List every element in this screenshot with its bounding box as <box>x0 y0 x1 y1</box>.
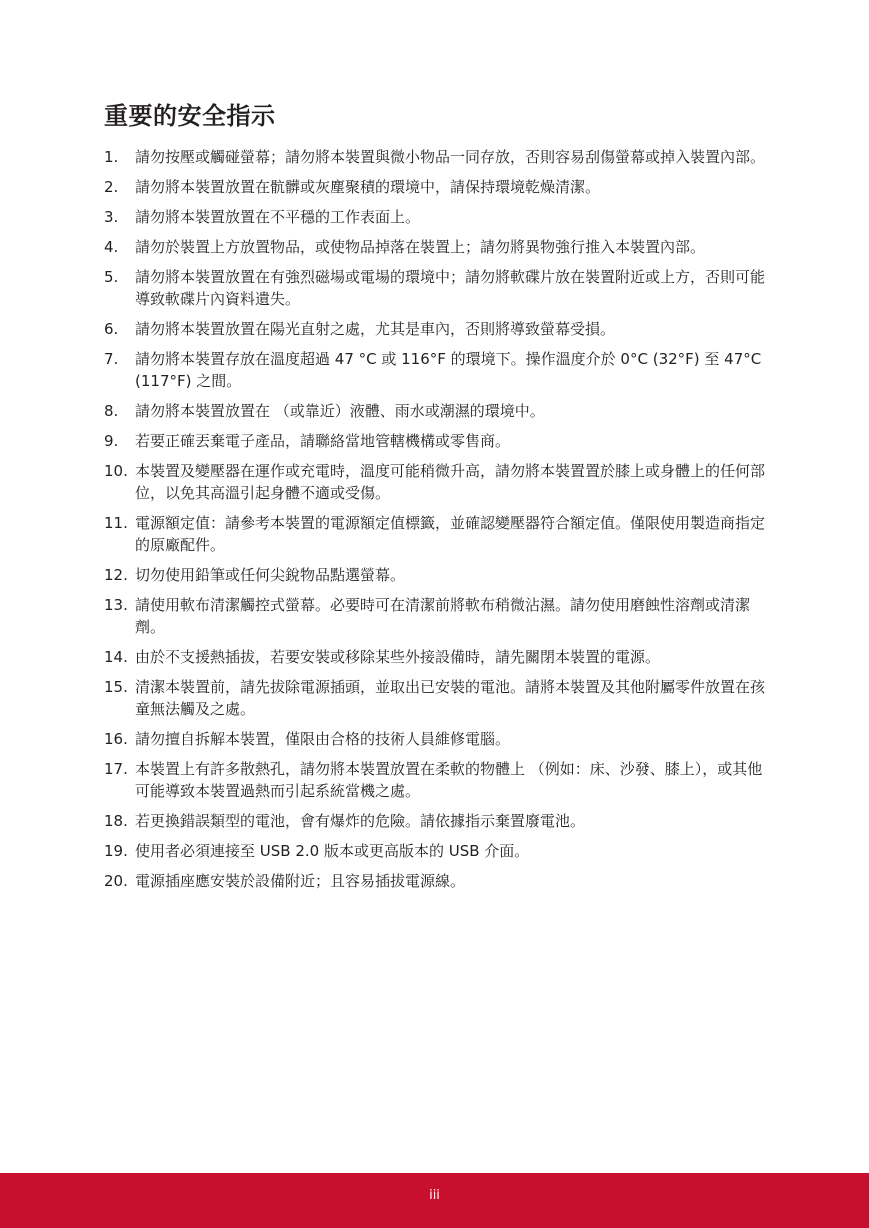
item-text: 請勿將本裝置存放在溫度超過 47 °C 或 116°F 的環境下。操作溫度介於 0°C (32°F) 至 47°C (117°F) 之間。 <box>135 350 762 390</box>
list-item <box>104 460 768 504</box>
item-text: 請勿擅自拆解本裝置，僅限由合格的技術人員維修電腦。 <box>135 730 511 748</box>
item-text: 本裝置及變壓器在運作或充電時，溫度可能稍微升高，請勿將本裝置置於膝上或身體上的任何部位，以免其高溫引起身體不適或受傷。 <box>135 462 766 502</box>
item-number: 7. <box>104 350 119 368</box>
list-item <box>104 594 768 638</box>
list-item <box>104 728 768 750</box>
item-text: 請勿按壓或觸碰螢幕；請勿將本裝置與微小物品一同存放，否則容易刮傷螢幕或掉入裝置內部。 <box>135 148 766 166</box>
item-text: 清潔本裝置前，請先拔除電源插頭，並取出已安裝的電池。請將本裝置及其他附屬零件放置在孩童無法觸及之處。 <box>135 678 766 718</box>
item-text: 電源插座應安裝於設備附近；且容易插拔電源線。 <box>135 872 466 890</box>
page-title: 重要的安全指示 <box>104 102 276 130</box>
item-text: 電源額定值：請參考本裝置的電源額定值標籤，並確認變壓器符合額定值。僅限使用製造商指定的原廠配件。 <box>135 514 766 554</box>
list-item <box>104 564 768 586</box>
item-number: 18. <box>104 812 128 830</box>
item-text: 請勿將本裝置放置在 （或靠近）液體、雨水或潮濕的環境中。 <box>135 402 545 420</box>
item-number: 3. <box>104 208 119 226</box>
list-item <box>104 266 768 310</box>
list-item <box>104 758 768 802</box>
list-item <box>104 400 768 422</box>
item-text: 本裝置上有許多散熱孔，請勿將本裝置放置在柔軟的物體上 （例如：床、沙發、膝上），或其他可能導致本裝置過熱而引起系統當機之處。 <box>135 760 763 800</box>
item-number: 13. <box>104 596 128 614</box>
item-text: 使用者必須連接至 USB 2.0 版本或更高版本的 USB 介面。 <box>135 842 530 860</box>
item-number: 17. <box>104 760 128 778</box>
list-item <box>104 870 768 892</box>
item-text: 請勿將本裝置放置在骯髒或灰塵聚積的環境中，請保持環境乾燥清潔。 <box>135 178 601 196</box>
item-number: 11. <box>104 514 128 532</box>
item-text: 請勿於裝置上方放置物品，或使物品掉落在裝置上；請勿將異物強行推入本裝置內部。 <box>135 238 706 256</box>
item-number: 8. <box>104 402 119 420</box>
safety-instructions-list <box>104 146 768 900</box>
item-number: 9. <box>104 432 119 450</box>
item-text: 請勿將本裝置放置在陽光直射之處，尤其是車內，否則將導致螢幕受損。 <box>135 320 616 338</box>
item-number: 20. <box>104 872 128 890</box>
item-text: 請勿將本裝置放置在有強烈磁場或電場的環境中；請勿將軟碟片放在裝置附近或上方，否則可能導致軟碟片內資料遺失。 <box>135 268 766 308</box>
item-number: 10. <box>104 462 128 480</box>
list-item <box>104 810 768 832</box>
list-item <box>104 206 768 228</box>
page-number: iii <box>429 1188 440 1203</box>
item-number: 2. <box>104 178 119 196</box>
list-item <box>104 840 768 862</box>
item-text: 切勿使用鉛筆或任何尖銳物品點選螢幕。 <box>135 566 406 584</box>
item-text: 請使用軟布清潔觸控式螢幕。必要時可在清潔前將軟布稍微沾濕。請勿使用磨蝕性溶劑或清潔劑。 <box>135 596 751 636</box>
item-number: 5. <box>104 268 119 286</box>
item-number: 14. <box>104 648 128 666</box>
list-item <box>104 676 768 720</box>
list-item <box>104 512 768 556</box>
item-text: 若更換錯誤類型的電池，會有爆炸的危險。請依據指示棄置廢電池。 <box>135 812 586 830</box>
list-item <box>104 176 768 198</box>
item-number: 1. <box>104 148 119 166</box>
item-text: 若要正確丟棄電子產品，請聯絡當地管轄機構或零售商。 <box>135 432 511 450</box>
item-text: 請勿將本裝置放置在不平穩的工作表面上。 <box>135 208 421 226</box>
list-item <box>104 430 768 452</box>
item-number: 16. <box>104 730 128 748</box>
list-item <box>104 318 768 340</box>
list-item <box>104 146 768 168</box>
item-number: 19. <box>104 842 128 860</box>
list-item <box>104 348 768 392</box>
item-number: 15. <box>104 678 128 696</box>
list-item <box>104 646 768 668</box>
item-text: 由於不支援熱插拔，若要安裝或移除某些外接設備時，請先關閉本裝置的電源。 <box>135 648 661 666</box>
item-number: 4. <box>104 238 119 256</box>
list-item <box>104 236 768 258</box>
item-number: 12. <box>104 566 128 584</box>
item-number: 6. <box>104 320 119 338</box>
